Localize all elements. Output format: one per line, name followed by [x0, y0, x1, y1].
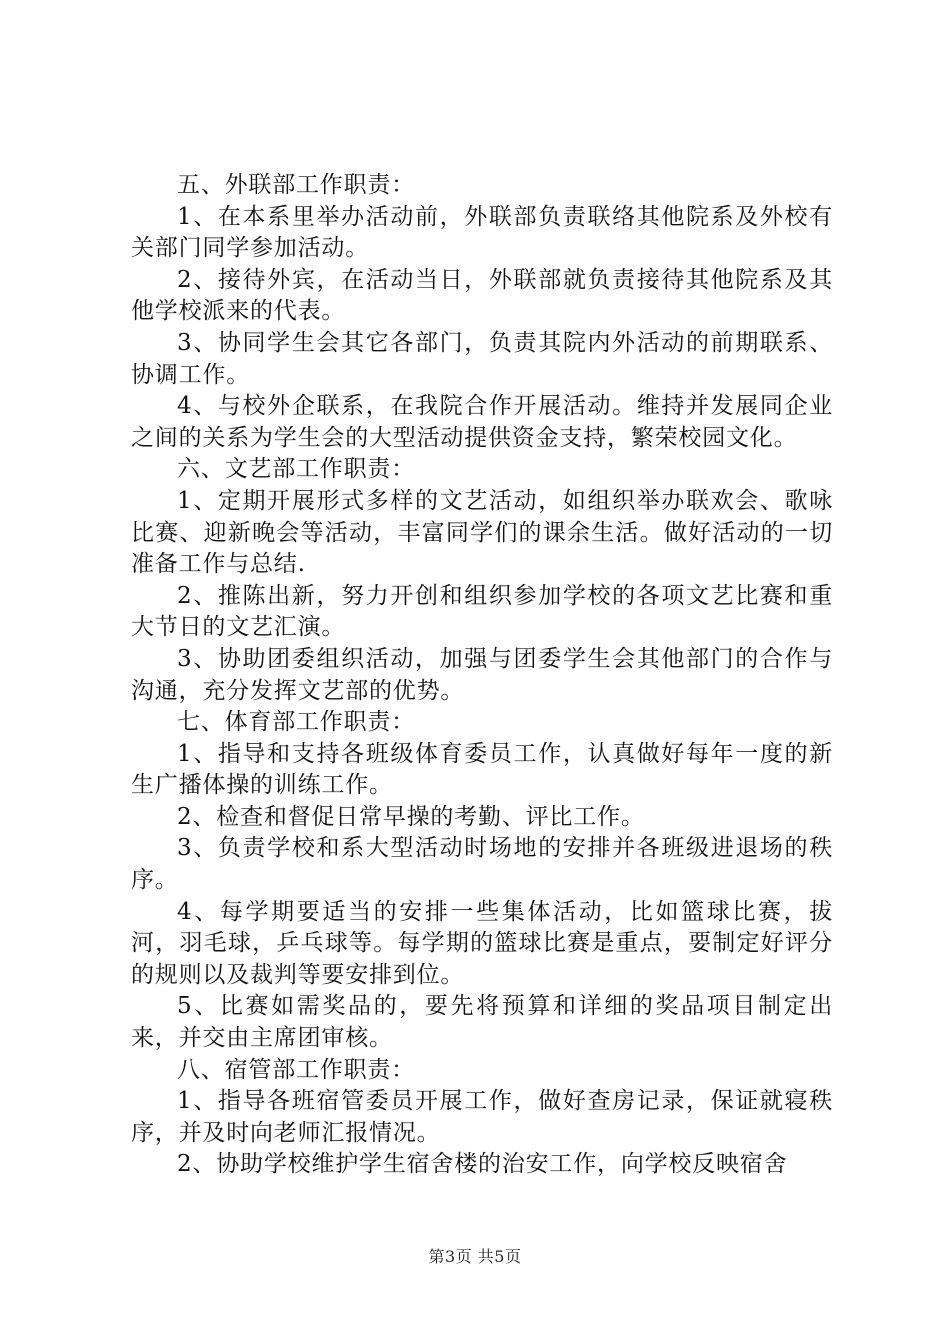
- paragraph: 1、在本系里举办活动前，外联部负责联络其他院系及外校有关部门同学参加活动。: [131, 203, 833, 262]
- paragraph: 2、接待外宾，在活动当日，外联部就负责接待其他院系及其他学校派来的代表。: [131, 266, 833, 325]
- document-body: [131, 170, 833, 1181]
- paragraph: 3、负责学校和系大型活动时场地的安排并各班级进退场的秩序。: [131, 835, 833, 894]
- section-heading-liaison: 五、外联部工作职责：: [177, 172, 415, 198]
- section-heading-dormitory: 八、宿管部工作职责：: [177, 1056, 415, 1083]
- paragraph: 4、与校外企联系，在我院合作开展活动。维持并发展同企业之间的关系为学生会的大型活动提供资金支持，繁荣校园文化。: [131, 393, 833, 451]
- paragraph: 1、指导和支持各班级体育委员工作，认真做好每年一度的新生广播体操的训练工作。: [131, 740, 833, 799]
- page-footer: 第3页 共5页: [428, 1247, 522, 1266]
- paragraph: 3、协同学生会其它各部门，负责其院内外活动的前期联系、协调工作。: [131, 329, 833, 388]
- paragraph: 2、协助学校维护学生宿舍楼的治安工作，向学校反映宿舍: [177, 1151, 788, 1178]
- section-heading-sports: 七、体育部工作职责：: [177, 709, 415, 736]
- paragraph: 2、检查和督促日常早操的考勤、评比工作。: [177, 803, 645, 830]
- paragraph: 1、指导各班宿管委员开展工作，做好查房记录，保证就寝秩序，并及时向老师汇报情况。: [131, 1088, 833, 1146]
- paragraph: 5、比赛如需奖品的，要先将预算和详细的奖品项目制定出来，并交由主席团审核。: [131, 993, 833, 1052]
- section-heading-arts: 六、文艺部工作职责：: [177, 456, 415, 483]
- paragraph: 1、定期开展形式多样的文艺活动，如组织举办联欢会、歌咏比赛、迎新晚会等活动，丰富同学们的课余生活。做好活动的一切准备工作与总结.: [131, 487, 833, 578]
- paragraph: 4、每学期要适当的安排一些集体活动，比如篮球比赛，拔河，羽毛球，乒乓球等。每学期的篮球比赛是重点，要制定好评分的规则以及裁判等要安排到位。: [131, 898, 833, 988]
- paragraph: 2、推陈出新，努力开创和组织参加学校的各项文艺比赛和重大节日的文艺汇演。: [131, 582, 833, 641]
- paragraph: 3、协助团委组织活动，加强与团委学生会其他部门的合作与沟通，充分发挥文艺部的优势。: [131, 645, 833, 704]
